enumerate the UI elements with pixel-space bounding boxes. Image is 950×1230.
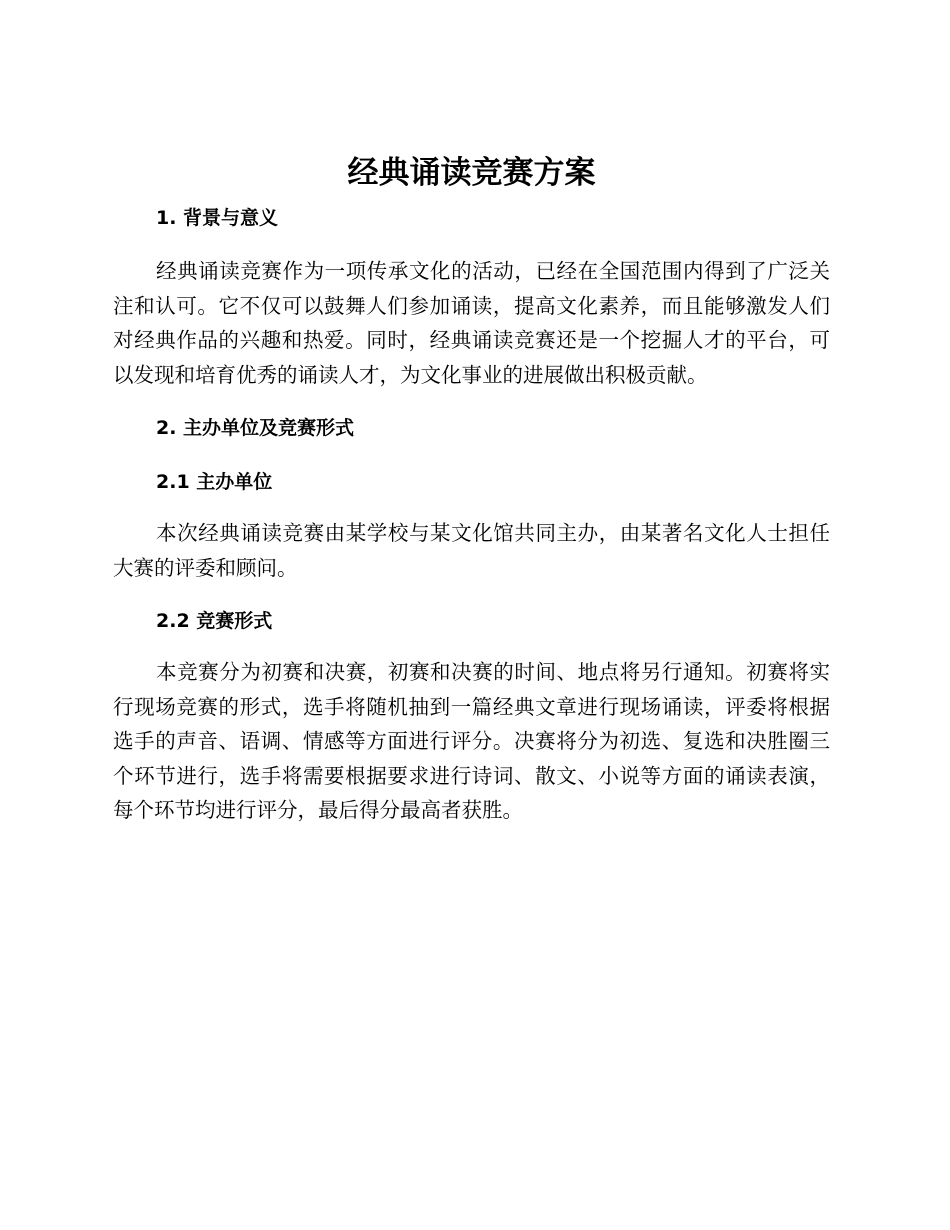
paragraph-organizers: 本次经典诵读竞赛由某学校与某文化馆共同主办，由某著名文化人士担任大赛的评委和顾问。 — [113, 521, 830, 580]
heading-organizers: 2.1 主办单位 — [156, 471, 273, 493]
document-title: 经典诵读竞赛方案 — [347, 155, 596, 191]
heading-background: 1. 背景与意义 — [156, 207, 279, 229]
heading-format: 2.2 竞赛形式 — [156, 610, 273, 632]
heading-organizers-format: 2. 主办单位及竞赛形式 — [156, 417, 355, 439]
paragraph-background: 经典诵读竞赛作为一项传承文化的活动，已经在全国范围内得到了广泛关注和认可。它不仅可以鼓舞人们参加诵读，提高文化素养，而且能够激发人们对经典作品的兴趣和热爱。同时，经典诵读竞赛还是一个挖掘人才的平台，可以发现和培育优秀的诵读人才，为文化事业的进展做出积极贡献。 — [113, 259, 830, 387]
paragraph-format: 本竞赛分为初赛和决赛，初赛和决赛的时间、地点将另行通知。初赛将实行现场竞赛的形式，选手将随机抽到一篇经典文章进行现场诵读，评委将根据选手的声音、语调、情感等方面进行评分。决赛将分为初选、复选和决胜圈三个环节进行，选手将需要根据要求进行诗词、散文、小说等方面的诵读表演，每个环节均进行评分，最后得分最高者获胜。 — [113, 660, 830, 822]
document-page — [113, 150, 830, 828]
